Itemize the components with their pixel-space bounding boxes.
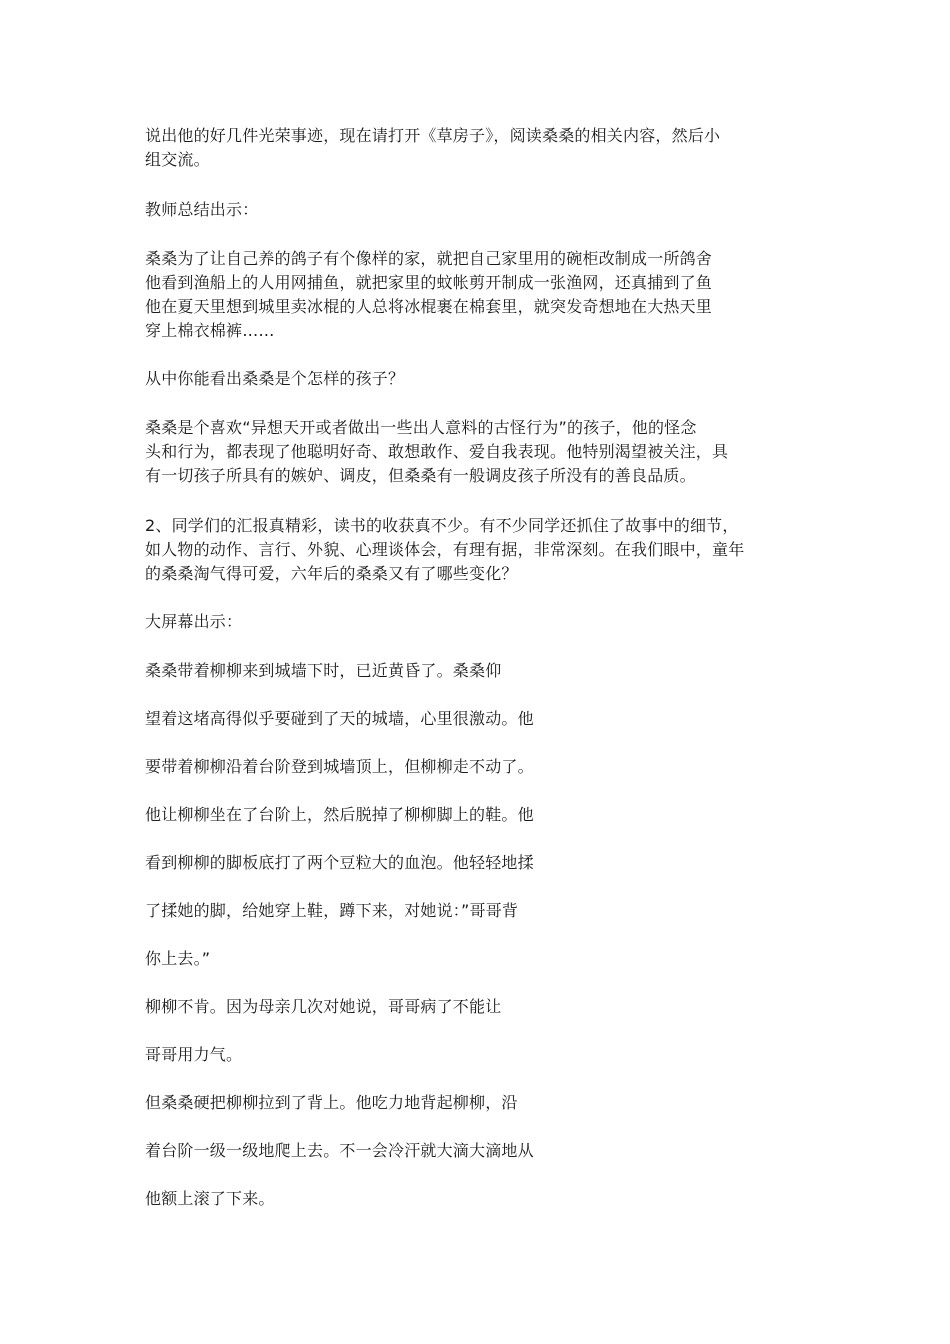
paragraph-question: 从中你能看出桑桑是个怎样的孩子？	[145, 369, 405, 388]
paragraph-sangsang-deeds: 桑桑为了让自己养的鸽子有个像样的家，就把自己家里用的碗柜改制成一所鸽舍 他看到渔船上的人用网捕鱼，就把家里的蚊帐剪开制成一张渔网，还真捕到了鱼 他在夏天里想到城里卖冰棍的人总将冰棍裹在棉套里，就突发奇想地在大热天里 穿上棉衣棉裤……	[145, 249, 713, 340]
paragraph-screen-heading: 大屏幕出示：	[145, 612, 243, 631]
excerpt-line: 他额上滚了下来。	[145, 1189, 275, 1208]
excerpt-line: 桑桑带着柳柳来到城墙下时，已近黄昏了。桑桑仰	[145, 661, 502, 680]
excerpt-line: 哥哥用力气。	[145, 1045, 243, 1064]
paragraph-transition: 2、同学们的汇报真精彩，读书的收获真不少。有不少同学还抓住了故事中的细节， 如人物的动作、言行、外貌、心理谈体会，有理有据，非常深刻。在我们眼中，童年 的桑桑淘气得可爱，六年后的桑桑又有了哪些变化？	[145, 516, 745, 583]
excerpt-line: 柳柳不肯。因为母亲几次对她说，哥哥病了不能让	[145, 997, 502, 1016]
paragraph-teacher-summary-heading: 教师总结出示：	[145, 200, 259, 219]
paragraph-intro: 说出他的好几件光荣事迹，现在请打开《草房子》，阅读桑桑的相关内容，然后小 组交流。	[145, 126, 721, 169]
excerpt-line: 你上去。”	[145, 949, 211, 968]
paragraph-character-analysis: 桑桑是个喜欢“异想天开或者做出一些出人意料的古怪行为”的孩子，他的怪念 头和行为，都表现了他聪明好奇、敢想敢作、爱自我表现。他特别渴望被关注，具 有一切孩子所具有的嫉妒、调皮，但桑桑有一般调皮孩子所没有的善良品质。	[145, 418, 729, 485]
excerpt-line: 看到柳柳的脚板底打了两个豆粒大的血泡。他轻轻地揉	[145, 853, 534, 872]
excerpt-line: 但桑桑硬把柳柳拉到了背上。他吃力地背起柳柳，沿	[145, 1093, 518, 1112]
excerpt-line: 他让柳柳坐在了台阶上，然后脱掉了柳柳脚上的鞋。他	[145, 805, 534, 824]
excerpt-line: 望着这堵高得似乎要碰到了天的城墙，心里很激动。他	[145, 709, 534, 728]
excerpt-line: 了揉她的脚，给她穿上鞋，蹲下来，对她说：”哥哥背	[145, 901, 519, 920]
excerpt-line: 着台阶一级一级地爬上去。不一会冷汗就大滴大滴地从	[145, 1141, 534, 1160]
excerpt-line: 要带着柳柳沿着台阶登到城墙顶上，但柳柳走不动了。	[145, 757, 534, 776]
